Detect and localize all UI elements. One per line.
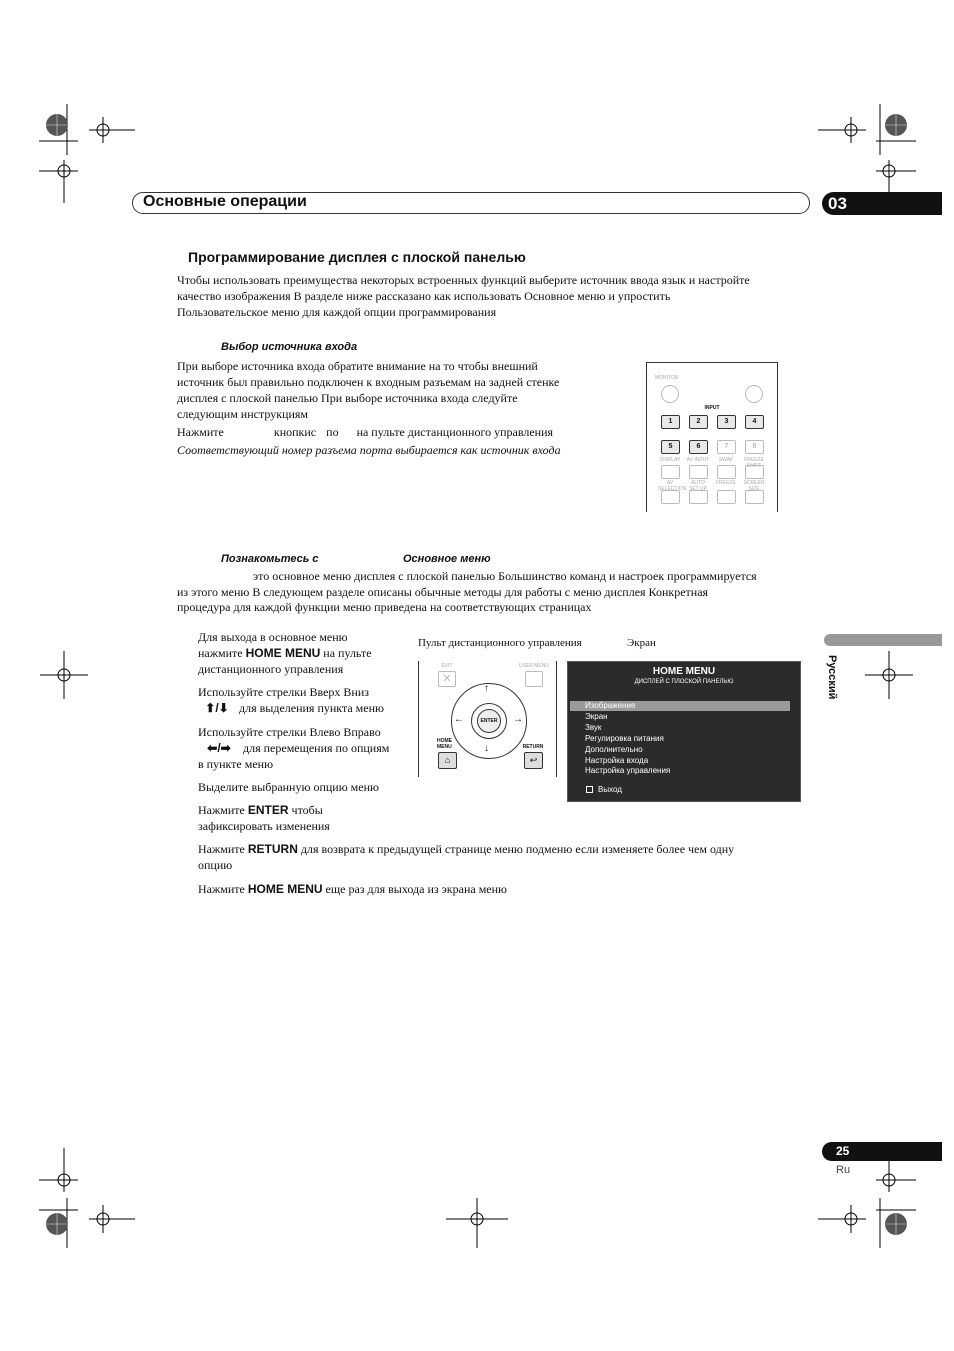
step-3: Используйте стрелки Влево Вправо ⬅/➡ для перемещения по опциям в пункте меню [198, 725, 390, 771]
menu-item[interactable]: Настройка управления [585, 766, 671, 776]
user-menu-button[interactable] [525, 671, 543, 687]
screen-exit-item[interactable]: Выход [598, 785, 622, 794]
home-menu-heading-a: Познакомьтесь с [221, 553, 319, 565]
up-arrow-icon[interactable]: ↑ [484, 683, 489, 694]
step-4: Выделите выбранную опцию меню [198, 780, 379, 794]
language-label: Русский [826, 655, 838, 700]
right-arrow-icon[interactable]: → [513, 714, 523, 725]
freeze-shift-button[interactable] [745, 465, 764, 479]
chapter-title: Основные операции [143, 193, 307, 210]
home-menu-line-3: процедура для каждой функции меню приведена на соответствующих страницах [177, 600, 592, 614]
input-key-2[interactable]: 2 [689, 415, 708, 429]
input-key-5[interactable]: 5 [661, 440, 680, 454]
screen-size-button[interactable] [745, 490, 764, 504]
input-key-6[interactable]: 6 [689, 440, 708, 454]
menu-item[interactable]: Настройка входа [585, 755, 649, 765]
input-key-4[interactable]: 4 [745, 415, 764, 429]
input-key-1[interactable]: 1 [661, 415, 680, 429]
exit-label: EXIT [441, 663, 453, 669]
step-2: Используйте стрелки Вверх Вниз ⬆/⬇ для выделения пункта меню [198, 685, 384, 715]
home-menu-heading-b: Основное меню [403, 553, 491, 565]
return-label: RETURN [522, 744, 544, 750]
screen-subtitle: ДИСПЛЕЙ С ПЛОСКОЙ ПАНЕЛЬЮ [634, 679, 734, 685]
exit-icon [586, 786, 593, 793]
return-button[interactable]: ↩ [524, 752, 543, 769]
auto-setup-label: AUTO SET UP [689, 480, 707, 492]
remote-caption: Пульт дистанционного управления [418, 637, 582, 649]
power-button[interactable] [661, 385, 679, 403]
user-menu-label: USER MENU [518, 663, 549, 669]
menu-item[interactable]: Изображение [585, 701, 636, 710]
screen-size-label: SCREEN SIZE [743, 480, 765, 492]
menu-item[interactable]: Экран [585, 711, 608, 721]
remote-input-illustration [646, 362, 778, 512]
input-select-heading: Выбор источника входа [221, 341, 358, 353]
av-selection-button[interactable] [661, 490, 680, 504]
home-menu-line-2: из этого меню В следующем разделе описаны обычные методы для работы с меню дисплея Конкретная [177, 585, 709, 599]
display-button[interactable] [661, 465, 680, 479]
input-label: INPUT [704, 405, 720, 411]
step-1: Для выхода в основное меню нажмите HOME MENU на пульте дистанционного управления [198, 630, 372, 676]
step-5: Нажмите ENTER чтобы зафиксировать изменения [198, 803, 330, 833]
step-6: Нажмите RETURN для возврата к предыдущей странице меню подменю если изменяете более чем одну опцию [198, 842, 735, 872]
input-key-7[interactable]: 7 [717, 440, 736, 454]
monitor-label: MONITOR [655, 375, 679, 381]
intro-paragraph: Чтобы использовать преимущества некоторых встроенных функций выберите источник ввода язык и настройте качество изображения В разделе ниже рассказано как использовать Основное меню и упростить Пользовательское меню для каждой опции программирования [177, 273, 750, 319]
swap-label: SWAP [718, 457, 734, 463]
swap-button[interactable] [717, 465, 736, 479]
page-number: 25 [822, 1142, 942, 1161]
menu-item[interactable]: Звук [585, 722, 602, 732]
exit-button[interactable]: ✕ [438, 671, 456, 687]
home-menu-screen [567, 661, 801, 802]
av-input-label: AV INPUT [686, 457, 710, 463]
input-key-8[interactable]: 8 [745, 440, 764, 454]
av-selection-label: AV SELECTION [658, 480, 687, 492]
chapter-number-badge: 03 [822, 192, 942, 215]
auto-setup-button[interactable] [689, 490, 708, 504]
home-menu-label: HOME MENU [437, 738, 452, 750]
input-select-result: Соответствующий номер разъема порта выбирается как источник входа [177, 443, 561, 457]
screen-caption: Экран [627, 637, 656, 649]
remote-navigation-illustration [418, 661, 557, 777]
step-7: Нажмите HOME MENU еще раз для выхода из экрана меню [198, 882, 507, 896]
section-title: Программирование дисплея с плоской панелью [188, 249, 526, 265]
left-arrow-icon[interactable]: ← [454, 714, 464, 725]
home-menu-button[interactable]: ⌂ [438, 752, 457, 769]
screen-title: HOME MENU [652, 666, 716, 677]
input-select-step: Нажмите кнопкис по на пульте дистанционного управления [177, 425, 554, 439]
menu-item[interactable]: Регулировка питания [585, 733, 664, 743]
menu-item[interactable]: Дополнительно [585, 744, 643, 754]
language-tab [824, 634, 942, 646]
home-menu-line-1: это основное меню дисплея с плоской панелью Большинство команд и настроек программируется [253, 569, 757, 583]
input-key-3[interactable]: 3 [717, 415, 736, 429]
enter-button[interactable]: ENTER [477, 709, 501, 733]
freeze-button[interactable] [717, 490, 736, 504]
menu-list [585, 701, 670, 777]
freeze-label: FREEZE [716, 480, 736, 486]
standby-button[interactable] [745, 385, 763, 403]
display-label: DISPLAY [659, 457, 681, 463]
av-input-button[interactable] [689, 465, 708, 479]
page-language: Ru [836, 1164, 851, 1176]
input-select-paragraph: При выборе источника входа обратите внимание на то чтобы внешний источник был правильно подключен к входным разъемам на задней стенке дисплея с плоской панелью При выборе источника входа следуйте следующим инструкциям [177, 359, 560, 421]
freeze-shift-label: FREEZE SHIFT [744, 457, 764, 469]
down-arrow-icon[interactable]: ↓ [484, 743, 489, 754]
